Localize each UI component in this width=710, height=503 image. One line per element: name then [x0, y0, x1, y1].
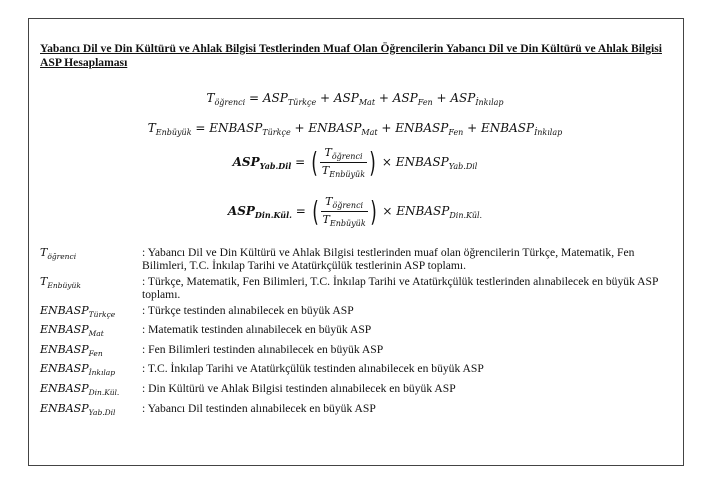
formula-t-enbuyuk: $T_{Enbüyük}$ = $ENBASP_{Türkçe}$ + $ENBASP_{Mat}$ + $ENBASP_{Fen}$ + $ENBASP_{İnkılap}$: [147, 121, 563, 137]
definition-row: $T_{öğrenci}$ : Yabancı Dil ve Din Kültürü ve Ahlak Bilgisi testlerinden muaf olan öğrencilerin Türkçe, Matematik, Fen Bilimleri, T.C. İnkılap Tarihi ve Atatürkçülük testlerinin ASP toplamı.: [40, 246, 635, 273]
page-title: Yabancı Dil ve Din Kültürü ve Ahlak Bilgisi Testlerinden Muaf Olan Öğrencilerin Yabancı Dil ve Din Kültürü ve Ahlak Bilgisi ASP Hesaplaması: [40, 42, 662, 69]
formula-asp-yab-dil: $ASP_{Yab.Dil}$ = ( $\frac{T_{öğrenci}}{T_{Enbüyük}}$ ) × $ENBASP_{Yab.Dil}$: [232, 145, 478, 179]
definitions-list: [40, 246, 680, 421]
definition-row: $ENBASP_{Fen}$ : Fen Bilimleri testinden alınabilecek en büyük ASP: [40, 342, 384, 358]
definition-row: $ENBASP_{Mat}$ : Matematik testinden alınabilecek en büyük ASP: [40, 323, 372, 339]
definition-row: $ENBASP_{İnkılap}$ : T.C. İnkılap Tarihi ve Atatürkçülük testinden alınabilecek en büyük ASP: [40, 362, 484, 378]
definition-row: $ENBASP_{Yab.Dil}$ : Yabancı Dil testinden alınabilecek en büyük ASP: [40, 401, 376, 417]
fraction: $\frac{T_{öğrenci}}{T_{Enbüyük}}$: [322, 195, 366, 228]
formula-asp-din-kul: $ASP_{Din.Kül.}$ = ( $\frac{T_{öğrenci}}{T_{Enbüyük}}$ ) × $ENBASP_{Din.Kül.}$: [227, 194, 483, 228]
fraction: $\frac{T_{öğrenci}}{T_{Enbüyük}}$: [321, 146, 366, 179]
definition-row: $ENBASP_{Türkçe}$ : Türkçe testinden alınabilecek en büyük ASP: [40, 303, 354, 319]
definition-row: $ENBASP_{Din.Kül.}$ : Din Kültürü ve Ahlak Bilgisi testinden alınabilecek en büyük ASP: [40, 381, 456, 397]
definition-row: $T_{Enbüyük}$ : Türkçe, Matematik, Fen Bilimleri, T.C. İnkılap Tarihi ve Atatürkçülük testlerinden alınabilecek en büyük ASP toplamı.: [40, 274, 658, 301]
formula-t-ogrenci: $T_{öğrenci} = ASP_{Türkçe} + ASP_{Mat} + ASP_{Fen} + ASP_{İnkılap}$: [206, 91, 504, 107]
